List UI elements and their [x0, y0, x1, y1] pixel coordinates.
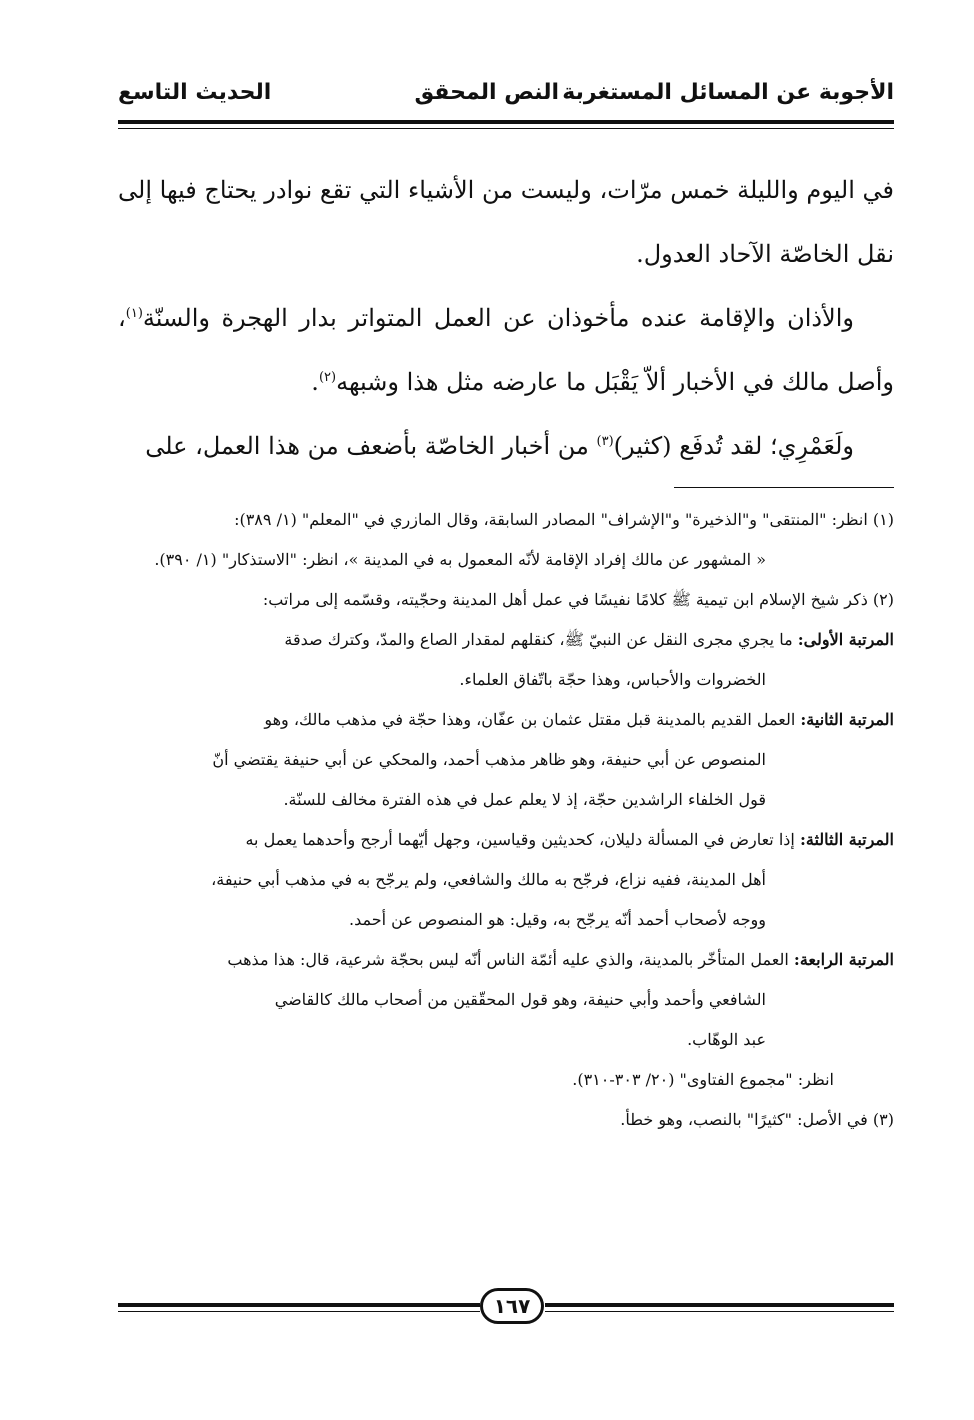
rank-4-line-3: عبد الوهّاب.: [687, 1030, 766, 1049]
rank-2-title: المرتبة الثانية:: [800, 710, 894, 729]
footnote-1-line-2: « المشهور عن مالك إفراد الإقامة لأنّه المعمول به في المدينة »، انظر: "الاستذكار" (١/ ٣٩٠).: [154, 550, 766, 569]
rank-4-line-2: الشافعي وأحمد وأبي حنيفة، وهو قول المحقّقين من أصحاب مالك كالقاضي: [274, 990, 766, 1009]
rank-3: [118, 820, 894, 940]
footnote-2-source: انظر: "مجموع الفتاوى" (٢٠/ ٣٠٣-٣١٠).: [572, 1070, 834, 1089]
rank-2-line-1: العمل القديم بالمدينة قبل مقتل عثمان بن عفّان، وهذا حجّة في مذهب مالك، وهو: [264, 710, 801, 729]
footnote-2-intro: (٢) ذكر شيخ الإسلام ابن تيمية ﷺ كلامًا نفيسًا في عمل أهل المدينة وحجّيته، وقسّمه إلى مراتب:: [262, 590, 894, 609]
rank-1-line-2: الخضروات والأحباس، وهذا حجّة باتّفاق العلماء.: [459, 670, 766, 689]
rank-1-line-1: ما يجري مجرى النقل عن النبيّ ﷺ، كنقلهم لمقدار الصاع والمدّ، وكترك صدقة: [284, 630, 798, 649]
rank-2-line-2: المنصوص عن أبي حنيفة، وهو ظاهر مذهب أحمد، والمحكي عن أبي حنيفة يقتضي أنّ: [212, 750, 766, 769]
header-rule-thick: [118, 120, 894, 124]
section-title: النص المحقق: [414, 80, 559, 105]
footnote-ref-3: (٣): [596, 434, 614, 449]
footnote-1: [118, 500, 894, 580]
footnote-3: (٣) في الأصل: "كثيرًا" بالنصب، وهو خطأ.: [620, 1110, 894, 1129]
paragraph-2: [118, 286, 894, 414]
paragraph-3-part-a: ولَعَمْرِي؛ لقد تُدفَع (كثير): [613, 432, 854, 460]
rank-4-line-1: العمل المتأخّر بالمدينة، والذي عليه أئمّة الناس أنّه ليس بحجّة شرعية، قال: هذا مذهب: [227, 950, 794, 969]
rank-3-line-2: أهل المدينة، ففيه نزاع، فرجّح به مالك والشافعي، ولم يرجّح به في مذهب أبي حنيفة،: [211, 870, 766, 889]
footer-rule-right: [545, 1303, 894, 1307]
footer-rule-left-thin: [118, 1311, 480, 1312]
main-text: [118, 158, 894, 478]
header-rule-thin: [118, 128, 894, 129]
chapter-title: الحديث التاسع: [118, 80, 272, 105]
rank-4: [118, 940, 894, 1060]
footnote-ref-1: (١): [125, 306, 143, 321]
footnote-1-line-1: (١) انظر: "المنتقى" و"الذخيرة" و"الإشراف" المصادر السابقة، وقال المازري في "المعلم" (١/ ٣٨٩):: [234, 510, 894, 529]
footer-rule-left: [118, 1303, 480, 1307]
rank-4-title: المرتبة الرابعة:: [793, 950, 894, 969]
running-header: [118, 80, 894, 116]
footer-rule-right-thin: [545, 1311, 894, 1312]
paragraph-2-part-a: والأذان والإقامة عنده مأخوذان عن العمل المتواتر بدار الهجرة والسنّة: [142, 304, 854, 332]
footnotes: [118, 500, 894, 1140]
book-title: الأجوبة عن المسائل المستغربة: [562, 80, 894, 105]
paragraph-2-part-b: ، وأصل مالك في الأخبار ألاّ يَقْبَل ما عارضه مثل هذا وشبهه: [118, 304, 894, 396]
rank-3-line-3: ووجه لأصحاب أحمد أنّه يرجّح به، وقيل: هو المنصوص عن أحمد.: [348, 910, 766, 929]
paragraph-3-part-b: من أخبار الخاصّة بأضعف من هذا العمل، على: [145, 432, 597, 460]
rank-1: [118, 620, 894, 700]
paragraph-2-end: .: [311, 368, 319, 396]
rank-3-title: المرتبة الثالثة:: [799, 830, 894, 849]
footnote-ref-2: (٢): [318, 370, 337, 385]
rank-1-title: المرتبة الأولى:: [797, 630, 894, 649]
page-number: ١٦٧: [480, 1288, 544, 1324]
paragraph-1: في اليوم والليلة خمس مرّات، وليست من الأشياء التي تقع نوادر يحتاج فيها إلى نقل الخاصّة الآحاد العدول.: [118, 176, 894, 268]
rank-3-line-1: إذا تعارض في المسألة دليلان، كحديثين وقياسين، وجهل أيّهما أرجح وأحدهما يعمل به: [245, 830, 800, 849]
rank-2-line-3: قول الخلفاء الراشدين حجّة، إذ لا يعلم عمل في هذه الفترة مخالف للسنّة.: [283, 790, 766, 809]
rank-2: [118, 700, 894, 820]
footnote-separator: [674, 487, 894, 488]
paragraph-3: [118, 414, 894, 478]
